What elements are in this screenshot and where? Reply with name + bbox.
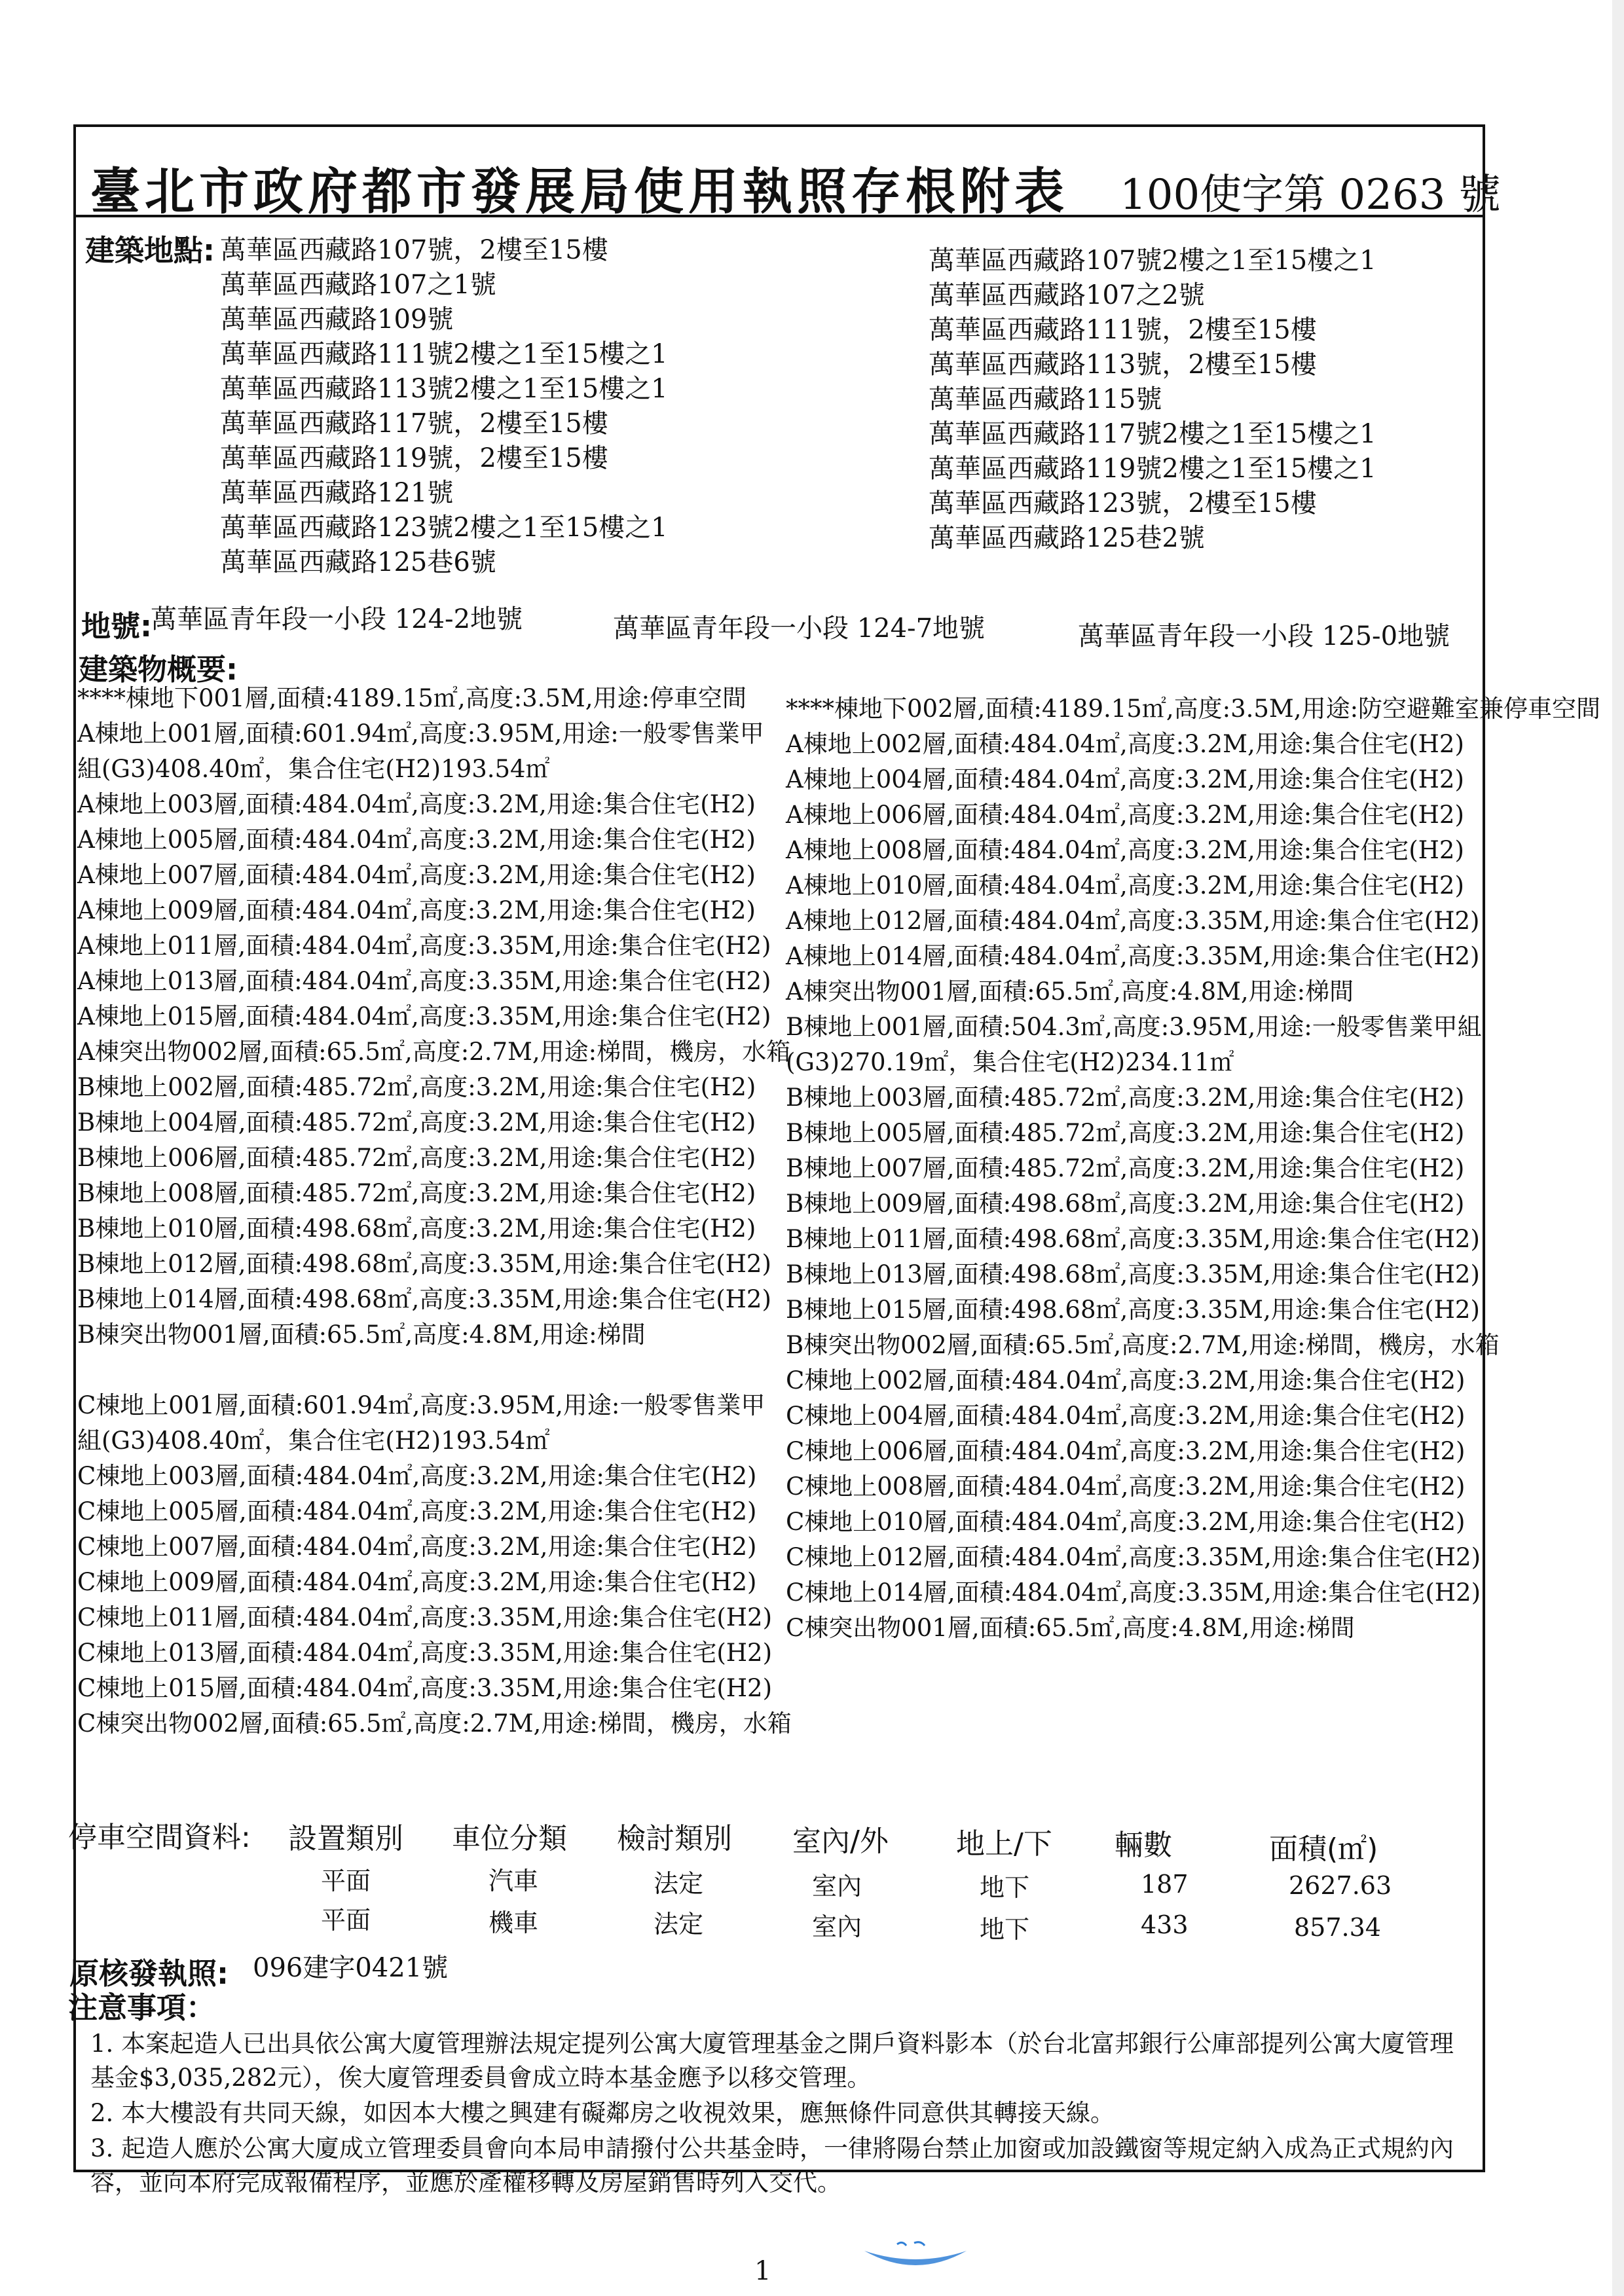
original-permit-label: 原核發執照: <box>69 1956 229 1991</box>
building-floor-item: C棟地上012層,面積:484.04㎡,高度:3.35M,用途:集合住宅(H2) <box>786 1543 1481 1571</box>
address-item: 萬華區西藏路119號2樓之1至15樓之1 <box>929 454 1376 484</box>
address-item: 萬華區西藏路111號，2樓至15樓 <box>929 315 1317 345</box>
building-floor-item: C棟地上008層,面積:484.04㎡,高度:3.2M,用途:集合住宅(H2) <box>786 1472 1466 1501</box>
building-floor-item: A棟地上009層,面積:484.04㎡,高度:3.2M,用途:集合住宅(H2) <box>77 896 756 924</box>
building-floor-item: C棟地上007層,面積:484.04㎡,高度:3.2M,用途:集合住宅(H2) <box>77 1533 757 1561</box>
building-floor-item: A棟突出物001層,面積:65.5㎡,高度:4.8M,用途:梯間 <box>786 977 1354 1006</box>
address-item: 萬華區西藏路111號2樓之1至15樓之1 <box>220 339 668 369</box>
address-item: 萬華區西藏路123號2樓之1至15樓之1 <box>220 513 668 543</box>
parking-cell: 法定 <box>654 1910 704 1939</box>
lot-item: 萬華區青年段一小段 124-2地號 <box>151 604 523 634</box>
building-floor-item: C棟突出物002層,面積:65.5㎡,高度:2.7M,用途:梯間，機房，水箱 <box>77 1709 792 1738</box>
building-floor-item: B棟突出物002層,面積:65.5㎡,高度:2.7M,用途:梯間，機房，水箱 <box>786 1331 1500 1359</box>
building-floor-item: B棟地上010層,面積:498.68㎡,高度:3.2M,用途:集合住宅(H2) <box>77 1214 756 1243</box>
building-floor-item: C棟地上015層,面積:484.04㎡,高度:3.35M,用途:集合住宅(H2) <box>77 1674 773 1702</box>
building-floor-item: A棟地上004層,面積:484.04㎡,高度:3.2M,用途:集合住宅(H2) <box>786 765 1464 793</box>
building-floor-item: C棟突出物001層,面積:65.5㎡,高度:4.8M,用途:梯間 <box>786 1614 1355 1642</box>
building-floor-item: C棟地上010層,面積:484.04㎡,高度:3.2M,用途:集合住宅(H2) <box>786 1508 1466 1536</box>
address-item: 萬華區西藏路115號 <box>929 384 1162 414</box>
building-floor-item: ****棟地下001層,面積:4189.15㎡,高度:3.5M,用途:停車空間 <box>77 684 747 712</box>
address-item: 萬華區西藏路113號2樓之1至15樓之1 <box>220 374 668 404</box>
parking-header: 面積(㎡) <box>1269 1832 1378 1866</box>
document-title: 臺北市政府都市發展局使用執照存根附表 <box>90 162 1069 221</box>
building-floor-item: A棟地上014層,面積:484.04㎡,高度:3.35M,用途:集合住宅(H2) <box>786 942 1480 970</box>
scan-edge <box>1612 0 1624 2296</box>
parking-header: 車位分類 <box>452 1822 567 1855</box>
note-item: 3. 起造人應於公寓大廈成立管理委員會向本局申請撥付公共基金時，一律將陽台禁止加窗或加設鐵窗等規定納入成為正式規約內容，並向本府完成報備程序，並應於產權移轉及房屋銷售時列入交代。 <box>90 2134 1454 2196</box>
building-floor-item: A棟突出物002層,面積:65.5㎡,高度:2.7M,用途:梯間，機房，水箱 <box>77 1038 791 1066</box>
building-floor-item: A棟地上001層,面積:601.94㎡,高度:3.95M,用途:一般零售業甲組(G3)408.40㎡，集合住宅(H2)193.54㎡ <box>77 720 764 783</box>
building-floor-item: A棟地上010層,面積:484.04㎡,高度:3.2M,用途:集合住宅(H2) <box>786 871 1464 900</box>
original-permit-value: 096建字0421號 <box>253 1953 449 1983</box>
building-floor-item: B棟地上007層,面積:485.72㎡,高度:3.2M,用途:集合住宅(H2) <box>786 1154 1465 1182</box>
parking-cell: 法定 <box>654 1869 704 1898</box>
page-number: 1 <box>754 2256 771 2286</box>
building-floor-item: B棟地上011層,面積:498.68㎡,高度:3.35M,用途:集合住宅(H2) <box>786 1225 1480 1253</box>
building-floor-item: C棟地上009層,面積:484.04㎡,高度:3.2M,用途:集合住宅(H2) <box>77 1568 757 1596</box>
address-item: 萬華區西藏路107號，2樓至15樓 <box>220 235 608 265</box>
address-item: 萬華區西藏路113號，2樓至15樓 <box>929 350 1317 380</box>
building-floor-item: A棟地上011層,面積:484.04㎡,高度:3.35M,用途:集合住宅(H2) <box>77 932 771 960</box>
address-item: 萬華區西藏路117號2樓之1至15樓之1 <box>929 419 1376 449</box>
parking-cell: 地下 <box>980 1873 1030 1902</box>
building-floor-item: C棟地上001層,面積:601.94㎡,高度:3.95M,用途:一般零售業甲組(G3)408.40㎡，集合住宅(H2)193.54㎡ <box>77 1391 766 1455</box>
building-floor-item: B棟地上005層,面積:485.72㎡,高度:3.2M,用途:集合住宅(H2) <box>786 1119 1465 1147</box>
parking-cell: 地下 <box>980 1915 1030 1944</box>
building-floor-item: A棟地上015層,面積:484.04㎡,高度:3.35M,用途:集合住宅(H2) <box>77 1002 771 1030</box>
building-floor-item: A棟地上008層,面積:484.04㎡,高度:3.2M,用途:集合住宅(H2) <box>786 836 1464 864</box>
parking-cell: 室內 <box>812 1872 862 1901</box>
building-floor-item: B棟地上004層,面積:485.72㎡,高度:3.2M,用途:集合住宅(H2) <box>77 1108 756 1137</box>
building-floor-item: C棟地上002層,面積:484.04㎡,高度:3.2M,用途:集合住宅(H2) <box>786 1366 1466 1394</box>
building-floor-item: B棟地上003層,面積:485.72㎡,高度:3.2M,用途:集合住宅(H2) <box>786 1084 1465 1112</box>
building-floor-item: B棟地上012層,面積:498.68㎡,高度:3.35M,用途:集合住宅(H2) <box>77 1250 771 1278</box>
lot-item: 萬華區青年段一小段 124-7地號 <box>613 613 986 644</box>
address-item: 萬華區西藏路117號，2樓至15樓 <box>220 409 608 439</box>
building-floor-item: A棟地上002層,面積:484.04㎡,高度:3.2M,用途:集合住宅(H2) <box>786 730 1464 758</box>
parking-cell: 433 <box>1141 1910 1189 1939</box>
building-floor-item: B棟地上014層,面積:498.68㎡,高度:3.35M,用途:集合住宅(H2) <box>77 1285 771 1313</box>
parking-header: 設置類別 <box>288 1822 403 1855</box>
note-item: 2. 本大樓設有共同天線，如因本大樓之興建有礙鄰房之收視效果，應無條件同意供其轉接天線。 <box>90 2099 1115 2127</box>
building-floor-item: B棟突出物001層,面積:65.5㎡,高度:4.8M,用途:梯間 <box>77 1321 646 1349</box>
note-item: 1. 本案起造人已出具依公寓大廈管理辦法規定提列公寓大廈管理基金之開戶資料影本（於台北富邦銀行公庫部提列公寓大廈管理基金$3,035,282元），俟大廈管理委員會成立時本基金應予以移交管理。 <box>90 2030 1454 2092</box>
building-floor-item: B棟地上015層,面積:498.68㎡,高度:3.35M,用途:集合住宅(H2) <box>786 1296 1480 1324</box>
parking-header: 地上/下 <box>956 1827 1052 1861</box>
parking-cell: 汽車 <box>489 1867 539 1895</box>
parking-header: 檢討類別 <box>617 1822 732 1855</box>
lot-label: 地號: <box>81 609 152 644</box>
parking-header: 輛數 <box>1115 1829 1172 1862</box>
building-floor-item: C棟地上004層,面積:484.04㎡,高度:3.2M,用途:集合住宅(H2) <box>786 1402 1466 1430</box>
address-label: 建築地點: <box>85 233 215 268</box>
stamp-logo-icon <box>863 2239 968 2278</box>
permit-number: 100使字第 0263 號 <box>1120 171 1501 219</box>
building-label: 建築物概要: <box>79 652 238 687</box>
address-item: 萬華區西藏路107號2樓之1至15樓之1 <box>929 246 1376 276</box>
building-floor-item: A棟地上006層,面積:484.04㎡,高度:3.2M,用途:集合住宅(H2) <box>786 801 1464 829</box>
parking-cell: 室內 <box>812 1912 862 1941</box>
building-floor-item: B棟地上013層,面積:498.68㎡,高度:3.35M,用途:集合住宅(H2) <box>786 1260 1480 1288</box>
building-floor-item: A棟地上007層,面積:484.04㎡,高度:3.2M,用途:集合住宅(H2) <box>77 861 756 889</box>
building-floor-item: B棟地上006層,面積:485.72㎡,高度:3.2M,用途:集合住宅(H2) <box>77 1144 756 1172</box>
building-floor-item: B棟地上008層,面積:485.72㎡,高度:3.2M,用途:集合住宅(H2) <box>77 1179 756 1207</box>
building-list-right <box>786 691 1601 1646</box>
address-list-right <box>929 244 1376 556</box>
lot-item: 萬華區青年段一小段 125-0地號 <box>1078 621 1450 651</box>
building-floor-item: C棟地上003層,面積:484.04㎡,高度:3.2M,用途:集合住宅(H2) <box>77 1462 757 1490</box>
building-floor-item: B棟地上001層,面積:504.3㎡,高度:3.95M,用途:一般零售業甲組(G3)270.19㎡，集合住宅(H2)234.11㎡ <box>786 1013 1482 1076</box>
building-floor-item: B棟地上002層,面積:485.72㎡,高度:3.2M,用途:集合住宅(H2) <box>77 1073 756 1101</box>
parking-cell: 2627.63 <box>1289 1871 1392 1900</box>
parking-label: 停車空間資料: <box>68 1821 251 1854</box>
address-item: 萬華區西藏路119號，2樓至15樓 <box>220 443 608 473</box>
building-floor-item: C棟地上013層,面積:484.04㎡,高度:3.35M,用途:集合住宅(H2) <box>77 1639 773 1667</box>
building-floor-item: C棟地上006層,面積:484.04㎡,高度:3.2M,用途:集合住宅(H2) <box>786 1437 1466 1465</box>
address-item: 萬華區西藏路123號，2樓至15樓 <box>929 488 1317 519</box>
parking-cell: 機車 <box>489 1908 539 1937</box>
building-floor-item: B棟地上009層,面積:498.68㎡,高度:3.2M,用途:集合住宅(H2) <box>786 1190 1465 1218</box>
address-item: 萬華區西藏路125巷2號 <box>929 523 1205 553</box>
address-item: 萬華區西藏路107之1號 <box>220 270 496 300</box>
building-floor-item: A棟地上003層,面積:484.04㎡,高度:3.2M,用途:集合住宅(H2) <box>77 790 756 818</box>
address-item: 萬華區西藏路125巷6號 <box>220 547 496 577</box>
parking-cell: 平面 <box>321 1906 371 1935</box>
building-floor-item: A棟地上012層,面積:484.04㎡,高度:3.35M,用途:集合住宅(H2) <box>786 907 1480 935</box>
building-floor-item: A棟地上005層,面積:484.04㎡,高度:3.2M,用途:集合住宅(H2) <box>77 826 756 854</box>
building-floor-item: C棟地上005層,面積:484.04㎡,高度:3.2M,用途:集合住宅(H2) <box>77 1497 757 1525</box>
building-floor-item: A棟地上013層,面積:484.04㎡,高度:3.35M,用途:集合住宅(H2) <box>77 967 771 995</box>
building-floor-item: C棟地上014層,面積:484.04㎡,高度:3.35M,用途:集合住宅(H2) <box>786 1578 1481 1607</box>
building-floor-item: ****棟地下002層,面積:4189.15㎡,高度:3.5M,用途:防空避難室兼停車空間 <box>786 695 1601 723</box>
building-floor-item: C棟地上011層,面積:484.04㎡,高度:3.35M,用途:集合住宅(H2) <box>77 1603 773 1631</box>
address-item: 萬華區西藏路107之2號 <box>929 280 1205 310</box>
notes-label: 注意事項： <box>68 1990 216 2025</box>
address-item: 萬華區西藏路109號 <box>220 304 454 335</box>
building-list-left <box>77 681 791 1741</box>
parking-cell: 187 <box>1141 1870 1189 1899</box>
address-item: 萬華區西藏路121號 <box>220 478 454 508</box>
parking-cell: 平面 <box>321 1867 371 1895</box>
address-list-left <box>220 233 668 580</box>
parking-cell: 857.34 <box>1294 1913 1381 1942</box>
parking-header: 室內/外 <box>792 1825 889 1858</box>
